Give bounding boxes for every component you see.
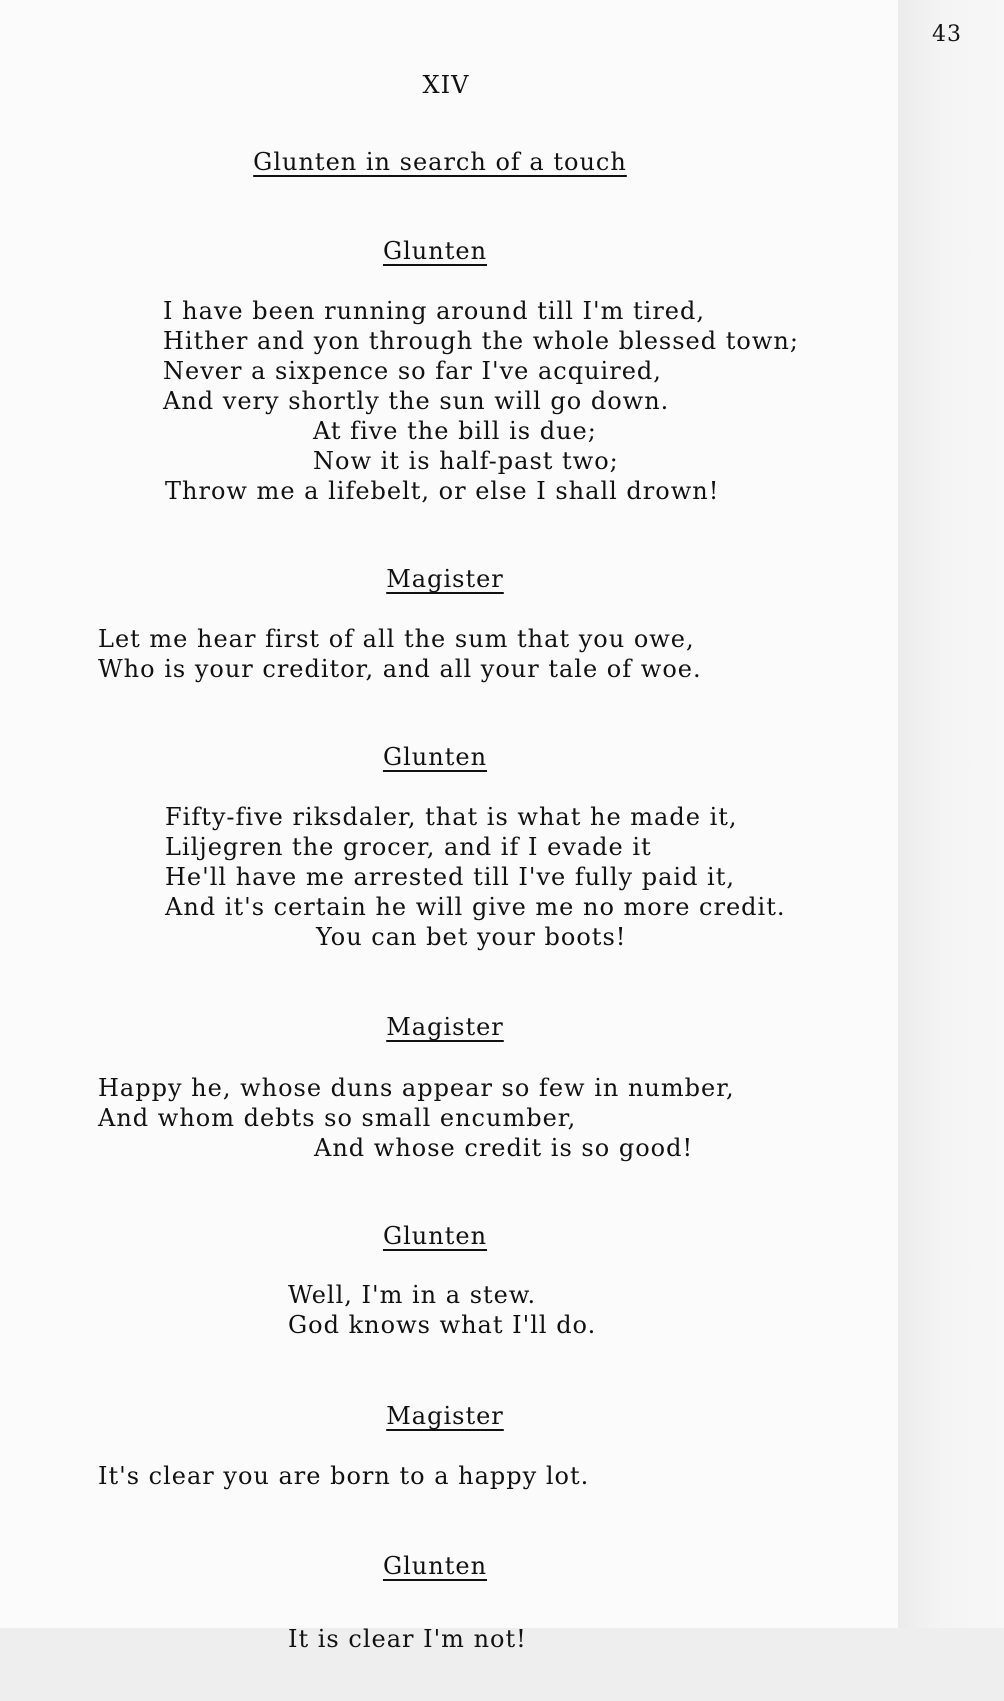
section-number: XIV — [422, 71, 470, 99]
page-number: 43 — [932, 22, 962, 47]
verse-line: And whose credit is so good! — [314, 1134, 694, 1162]
verse-line: Never a sixpence so far I've acquired, — [163, 357, 662, 385]
verse-line: And whom debts so small encumber, — [98, 1104, 577, 1132]
verse-line: Fifty-five riksdaler, that is what he made it, — [165, 803, 738, 831]
verse-line: It's clear you are born to a happy lot. — [98, 1462, 590, 1490]
verse-line: Happy he, whose duns appear so few in number, — [98, 1074, 735, 1102]
speaker-heading: Magister — [386, 1013, 504, 1041]
verse-line: Liljegren the grocer, and if I evade it — [165, 833, 652, 861]
verse-line: I have been running around till I'm tired, — [163, 297, 705, 325]
verse-line: Throw me a lifebelt, or else I shall drown! — [165, 477, 720, 505]
speaker-heading: Glunten — [382, 1552, 488, 1580]
speaker-heading: Magister — [386, 565, 504, 593]
verse-line: Who is your creditor, and all your tale of woe. — [98, 655, 702, 683]
speaker-heading: Magister — [386, 1402, 504, 1430]
verse-line: Hither and yon through the whole blessed town; — [163, 327, 799, 355]
verse-line: Let me hear first of all the sum that you owe, — [98, 625, 695, 653]
page-margin — [898, 0, 1004, 1701]
speaker-heading: Glunten — [382, 743, 488, 771]
verse-line: It is clear I'm not! — [288, 1625, 527, 1653]
verse-line: At five the bill is due; — [313, 417, 597, 445]
verse-line: And very shortly the sun will go down. — [163, 387, 670, 415]
verse-line: Well, I'm in a stew. — [288, 1281, 537, 1309]
verse-line: And it's certain he will give me no more credit. — [165, 893, 786, 921]
verse-line: You can bet your boots! — [316, 923, 627, 951]
verse-line: He'll have me arrested till I've fully paid it, — [165, 863, 736, 891]
speaker-heading: Glunten — [382, 1222, 488, 1250]
verse-line: Now it is half-past two; — [313, 447, 619, 475]
verse-line: God knows what I'll do. — [288, 1311, 597, 1339]
speaker-heading: Glunten — [382, 237, 488, 265]
page-title: Glunten in search of a touch — [253, 148, 627, 176]
